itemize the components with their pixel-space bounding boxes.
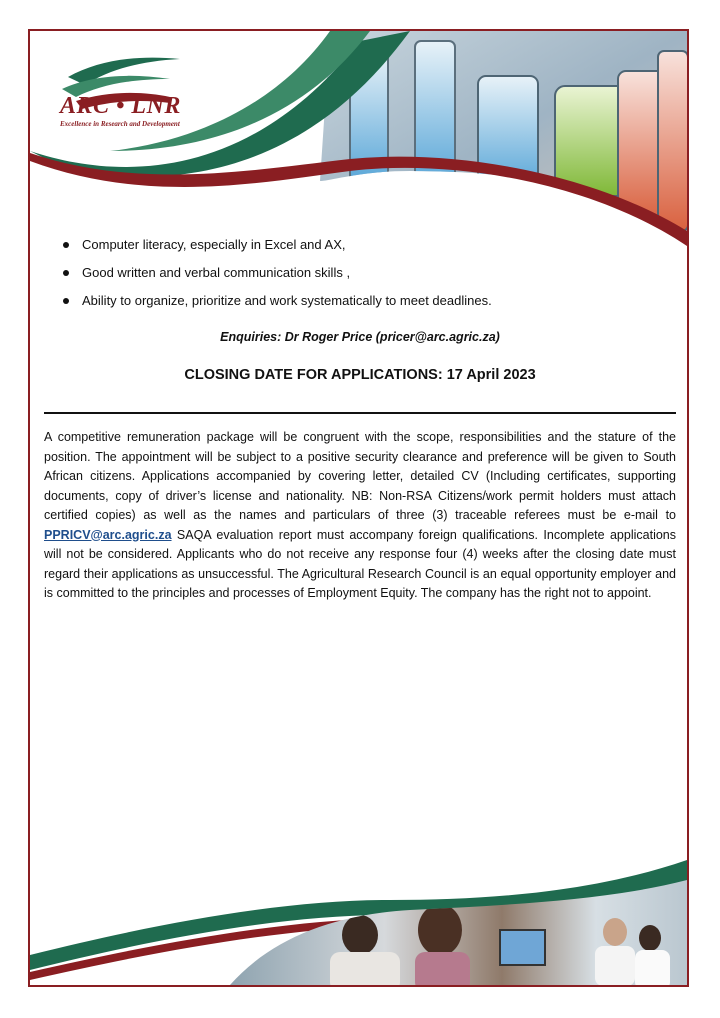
closing-date-heading: CLOSING DATE FOR APPLICATIONS: 17 April 2023	[184, 367, 536, 383]
requirements-list	[60, 236, 660, 320]
body-paragraph	[44, 428, 676, 604]
divider	[44, 412, 676, 414]
footer-photo	[220, 860, 687, 985]
list-item: Ability to organize, prioritize and work systematically to meet deadlines.	[60, 292, 660, 320]
list-item: Good written and verbal communication skills ,	[60, 264, 660, 292]
body-text-part1: A competitive remuneration package will be congruent with the scope, responsibilities and the stature of the position. The appointment will be subject to a positive security clearance and preference will be given to South African citizens. Applications accompanied by covering letter, detailed CV (Including certificates, supporting documents, copy of driver’s license and nationality. NB: Non-RSA Citizens/work permit holders must attach certified copies) as well as the names and particulars of three (3) traceable referees must be e-mail to	[44, 430, 676, 522]
header-banner	[30, 31, 687, 246]
logo-name: ARC • LNR	[60, 93, 181, 119]
list-item: Computer literacy, especially in Excel and AX,	[60, 236, 660, 264]
email-link[interactable]: PPRICV@arc.agric.za	[44, 527, 172, 542]
logo-tagline: Excellence in Research and Development	[60, 120, 180, 128]
enquiries-line: Enquiries: Dr Roger Price (pricer@arc.agric.za)	[220, 330, 500, 344]
footer-banner	[30, 860, 687, 985]
body-text-part2: SAQA evaluation report must accompany foreign qualifications. Incomplete applications will not be considered. Applicants who do not receive any response four (4) weeks after the closing date must regard their applications as unsuccessful. The Agricultural Research Council is an equal opportunity employer and is committed to the principles and processes of Employment Equity. The company has the right not to appoint.	[44, 527, 676, 600]
